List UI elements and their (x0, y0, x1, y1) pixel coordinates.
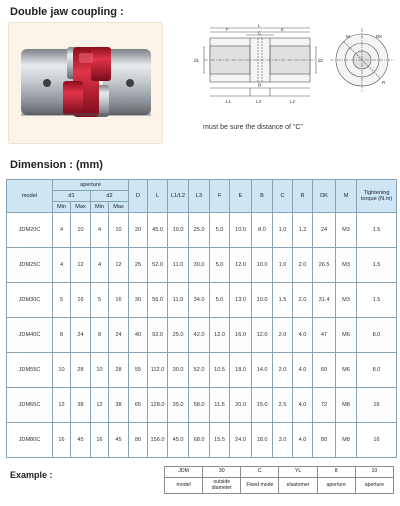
label-C: C (258, 30, 262, 36)
label-L2: L2 (290, 99, 296, 104)
table-cell: 5.0 (210, 213, 230, 248)
table-cell: 30.0 (168, 353, 189, 388)
table-cell: 38 (109, 388, 129, 423)
table-cell: 1.5 (357, 248, 397, 283)
model-cell: JDM30C (7, 283, 53, 318)
table-row (7, 248, 397, 283)
table-cell: M6 (336, 318, 357, 353)
table-cell: 45.0 (168, 423, 189, 458)
model-cell: JDM80C (7, 423, 53, 458)
example-value: 10 (355, 467, 393, 478)
table-cell: M3 (336, 283, 357, 318)
table-cell: 15.0 (252, 388, 273, 423)
table-cell: 12.0 (252, 318, 273, 353)
table-cell: 1.0 (273, 213, 293, 248)
table-cell: 34.0 (189, 283, 210, 318)
coupling-photo (8, 22, 163, 144)
table-cell: 1.5 (357, 283, 397, 318)
example-caption: outside diameter (203, 478, 241, 494)
table-cell: 16 (357, 388, 397, 423)
header-d2-min: Min (91, 202, 109, 213)
table-cell: 24 (313, 213, 336, 248)
model-cell: JDM20C (7, 213, 53, 248)
table-cell: 45 (71, 423, 91, 458)
label-L: L (258, 23, 261, 28)
table-cell: 20.0 (230, 388, 252, 423)
example-caption: model (165, 478, 203, 494)
model-cell: JDM55C (7, 353, 53, 388)
table-cell: M6 (336, 353, 357, 388)
header-L3: L3 (189, 180, 210, 213)
table-cell: 31.4 (313, 283, 336, 318)
table-row (7, 318, 397, 353)
table-cell: 112.0 (148, 353, 168, 388)
label-F: F (226, 27, 229, 32)
table-cell: 55 (129, 353, 148, 388)
table-cell: 28 (109, 353, 129, 388)
table-cell: 18.0 (230, 353, 252, 388)
table-cell: 8 (53, 318, 71, 353)
distance-note: must be sure the distance of "C" (203, 124, 303, 131)
header-F: F (210, 180, 230, 213)
table-cell: 26.5 (313, 248, 336, 283)
table-cell: 10 (109, 213, 129, 248)
table-cell: 10.0 (252, 248, 273, 283)
table-cell: 45 (109, 423, 129, 458)
table-cell: 4.0 (293, 318, 313, 353)
table-row (7, 213, 397, 248)
table-cell: 16 (71, 283, 91, 318)
technical-drawing (186, 22, 398, 106)
table-cell: 1.2 (293, 213, 313, 248)
header-C: C (273, 180, 293, 213)
table-cell: 24 (109, 318, 129, 353)
page-title: Double jaw coupling : (10, 6, 124, 18)
table-cell: 8.0 (357, 353, 397, 388)
table-cell: 18.0 (252, 423, 273, 458)
example-value: JDM (165, 467, 203, 478)
table-cell: 4 (91, 248, 109, 283)
table-cell: 30.0 (189, 248, 210, 283)
table-cell: 8.0 (252, 213, 273, 248)
header-d2-max: Max (109, 202, 129, 213)
table-cell: 8 (91, 318, 109, 353)
table-cell: 11.0 (168, 283, 189, 318)
table-cell: 58.0 (189, 388, 210, 423)
table-cell: 12.0 (230, 248, 252, 283)
label-L3: L3 (256, 99, 262, 104)
table-row (7, 353, 397, 388)
table-cell: 38 (71, 388, 91, 423)
header-DK: DK (313, 180, 336, 213)
example-value: C (241, 467, 279, 478)
table-cell: 156.0 (148, 423, 168, 458)
table-cell: 10 (71, 213, 91, 248)
label-DK: DK (376, 34, 383, 39)
table-cell: 12 (53, 388, 71, 423)
table-cell: 15.5 (210, 423, 230, 458)
table-cell: 10.0 (168, 213, 189, 248)
table-cell: 80 (129, 423, 148, 458)
label-L1: L1 (226, 99, 232, 104)
table-cell: 8.0 (357, 318, 397, 353)
table-row (7, 423, 397, 458)
table-cell: 12 (71, 248, 91, 283)
table-cell: 52.0 (189, 353, 210, 388)
table-cell: 2.5 (273, 388, 293, 423)
table-cell: 10.0 (252, 283, 273, 318)
example-caption: Fixed mode (241, 478, 279, 494)
table-cell: 4.0 (293, 388, 313, 423)
table-cell: 24.0 (230, 423, 252, 458)
table-cell: 28 (71, 353, 91, 388)
example-caption: elastomer (279, 478, 317, 494)
table-cell: 52.0 (148, 248, 168, 283)
table-row (7, 388, 397, 423)
table-cell: M8 (336, 388, 357, 423)
table-cell: 4 (91, 213, 109, 248)
table-cell: 16 (53, 423, 71, 458)
dimension-title: Dimension : (mm) (10, 159, 103, 171)
label-M: M (346, 34, 350, 39)
table-cell: 65 (129, 388, 148, 423)
table-cell: 1.5 (273, 283, 293, 318)
table-cell: 16.0 (230, 318, 252, 353)
header-aperture: aperture (53, 180, 129, 191)
table-cell: 128.0 (148, 388, 168, 423)
table-cell: 5 (91, 283, 109, 318)
table-cell: 40 (129, 318, 148, 353)
table-cell: 11.5 (210, 388, 230, 423)
table-cell: 20 (129, 213, 148, 248)
table-cell: 25.0 (189, 213, 210, 248)
table-cell: 4 (53, 248, 71, 283)
table-cell: 16 (91, 423, 109, 458)
label-B: B (258, 82, 262, 88)
table-cell: 12.0 (210, 318, 230, 353)
table-cell: 56.0 (148, 283, 168, 318)
table-cell: 12 (109, 248, 129, 283)
table-cell: 10.0 (230, 213, 252, 248)
header-torque: Tightening torque (N.m) (357, 180, 397, 213)
table-cell: 10 (91, 353, 109, 388)
header-model: model (7, 180, 53, 213)
table-cell: 80 (313, 423, 336, 458)
model-cell: JDM25C (7, 248, 53, 283)
label-E: E (281, 27, 285, 32)
table-cell: 3.0 (273, 423, 293, 458)
table-cell: 72 (313, 388, 336, 423)
model-cell: JDM65C (7, 388, 53, 423)
table-cell: 4.0 (293, 353, 313, 388)
label-d1: d1 (194, 58, 200, 63)
table-cell: 42.0 (189, 318, 210, 353)
label-R: R (382, 80, 386, 85)
table-cell: 16 (109, 283, 129, 318)
example-caption: aperture (355, 478, 393, 494)
table-cell: 2.0 (273, 318, 293, 353)
table-cell: 68.0 (189, 423, 210, 458)
table-cell: 5 (53, 283, 71, 318)
table-cell: 2.0 (293, 248, 313, 283)
table-cell: 11.0 (168, 248, 189, 283)
table-cell: 4.0 (293, 423, 313, 458)
header-D: D (129, 180, 148, 213)
header-R: R (293, 180, 313, 213)
header-d1: d1 (53, 191, 91, 202)
header-L1L2: L1/L2 (168, 180, 189, 213)
header-d1-max: Max (71, 202, 91, 213)
table-cell: M8 (336, 423, 357, 458)
dimension-table (6, 179, 397, 458)
table-cell: 1.5 (357, 213, 397, 248)
table-cell: 10.5 (210, 353, 230, 388)
table-cell: 25.0 (168, 318, 189, 353)
example-label: Example : (10, 470, 53, 480)
table-cell: 1.0 (273, 248, 293, 283)
model-cell: JDM40C (7, 318, 53, 353)
table-cell: M3 (336, 248, 357, 283)
example-value: 30 (203, 467, 241, 478)
table-cell: 10 (53, 353, 71, 388)
table-cell: 25 (129, 248, 148, 283)
table-cell: 45.0 (148, 213, 168, 248)
table-cell: 92.0 (148, 318, 168, 353)
header-M: M (336, 180, 357, 213)
table-cell: 2.0 (293, 283, 313, 318)
header-E: E (230, 180, 252, 213)
table-cell: 13.0 (230, 283, 252, 318)
label-d2: d2 (318, 58, 324, 63)
table-cell: 2.0 (273, 353, 293, 388)
table-cell: 60 (313, 353, 336, 388)
table-cell: 14.0 (252, 353, 273, 388)
example-table (164, 466, 394, 494)
header-d1-min: Min (53, 202, 71, 213)
table-row (7, 283, 397, 318)
header-d2: d2 (91, 191, 129, 202)
table-cell: 24 (71, 318, 91, 353)
example-caption: aperture (317, 478, 355, 494)
header-L: L (148, 180, 168, 213)
table-cell: M3 (336, 213, 357, 248)
table-cell: 4 (53, 213, 71, 248)
header-B: B (252, 180, 273, 213)
table-cell: 30 (129, 283, 148, 318)
table-cell: 5.0 (210, 248, 230, 283)
table-cell: 35.0 (168, 388, 189, 423)
table-cell: 5.0 (210, 283, 230, 318)
example-value: YL (279, 467, 317, 478)
table-cell: 47 (313, 318, 336, 353)
example-value: 8 (317, 467, 355, 478)
table-cell: 12 (91, 388, 109, 423)
table-cell: 16 (357, 423, 397, 458)
